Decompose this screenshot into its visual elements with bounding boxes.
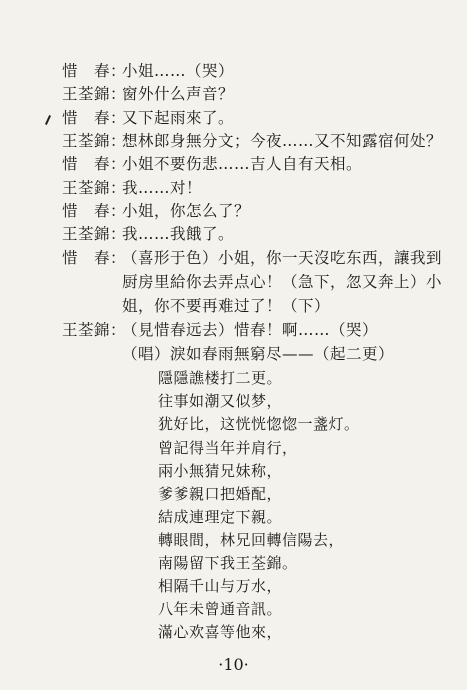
verse-line: 爹爹親口把婚配， bbox=[158, 485, 283, 503]
sung-line bbox=[122, 344, 394, 364]
verse-line: 兩小無猜兄妹称， bbox=[158, 462, 283, 480]
speaker-name: 惜 春： bbox=[62, 249, 127, 267]
dialogue-text: 窗外什么声音？ bbox=[122, 85, 235, 103]
dialogue-line bbox=[62, 248, 442, 268]
speaker-name: 王荃錦： bbox=[62, 321, 127, 339]
dialogue-text: 小姐……（哭） bbox=[122, 62, 235, 80]
dialogue-text: 小姐不要伤悲……吉人自有天相。 bbox=[122, 155, 363, 173]
dialogue-text: 厨房里給你去弄点心！（急下，忽又奔上）小 bbox=[122, 273, 443, 291]
verse-line: 滿心欢喜等他來， bbox=[158, 623, 283, 641]
speaker-name: 惜 春： bbox=[62, 155, 127, 173]
dialogue-text: 又下起雨來了。 bbox=[122, 109, 235, 127]
verse-line: 轉眼間，林兄回轉信陽去， bbox=[158, 531, 345, 549]
verse-line: 隱隱譙楼打二更。 bbox=[158, 369, 283, 387]
dialogue-text: （唱）淚如春雨無窮尽——（起二更） bbox=[122, 345, 395, 363]
dialogue-line bbox=[62, 178, 202, 198]
verse-line: 往事如潮又似梦， bbox=[158, 392, 283, 410]
speaker-name: 王荃錦： bbox=[62, 132, 127, 150]
dialogue-text: 我……对！ bbox=[122, 179, 203, 197]
verse-line: 八年未曾通音訊。 bbox=[158, 600, 283, 618]
speaker-name: 王荃錦： bbox=[62, 85, 127, 103]
verse-line: 曾記得当年并肩行， bbox=[158, 439, 298, 457]
dialogue-line bbox=[62, 320, 378, 340]
dialogue-line bbox=[62, 201, 250, 221]
dialogue-text: 姐，你不要再难过了！（下） bbox=[122, 297, 331, 315]
dialogue-continuation bbox=[122, 296, 330, 316]
verse-line: 南陽留下我王荃錦。 bbox=[158, 554, 298, 572]
dialogue-line bbox=[62, 224, 234, 244]
dialogue-line bbox=[62, 61, 234, 81]
margin-tick-mark bbox=[45, 115, 51, 125]
dialogue-continuation bbox=[122, 272, 442, 292]
dialogue-line bbox=[62, 154, 362, 174]
verse-line: 相隔千山与万水， bbox=[158, 577, 283, 595]
speaker-name: 王荃錦： bbox=[62, 225, 127, 243]
speaker-name: 惜 春： bbox=[62, 62, 127, 80]
speaker-name: 惜 春： bbox=[62, 109, 127, 127]
speaker-name: 王荃錦： bbox=[62, 179, 127, 197]
dialogue-text: 我……我餓了。 bbox=[122, 225, 235, 243]
dialogue-text: （見惜春远去）惜春！啊……（哭） bbox=[122, 321, 379, 339]
dialogue-line bbox=[62, 84, 234, 104]
dialogue-line bbox=[62, 131, 442, 151]
page-number: ·10· bbox=[218, 655, 249, 674]
dialogue-text: 想林郎身無分文；今夜……又不知露宿何处？ bbox=[122, 132, 443, 150]
dialogue-text: （喜形于色）小姐，你一天沒吃东西，讓我到 bbox=[122, 249, 443, 267]
dialogue-line bbox=[62, 108, 234, 128]
dialogue-text: 小姐，你怎么了？ bbox=[122, 202, 251, 220]
verse-line: 結成連理定下親。 bbox=[158, 508, 283, 526]
verse-line: 犹好比，这恍恍惚惚一盞灯。 bbox=[158, 415, 360, 433]
speaker-name: 惜 春： bbox=[62, 202, 127, 220]
